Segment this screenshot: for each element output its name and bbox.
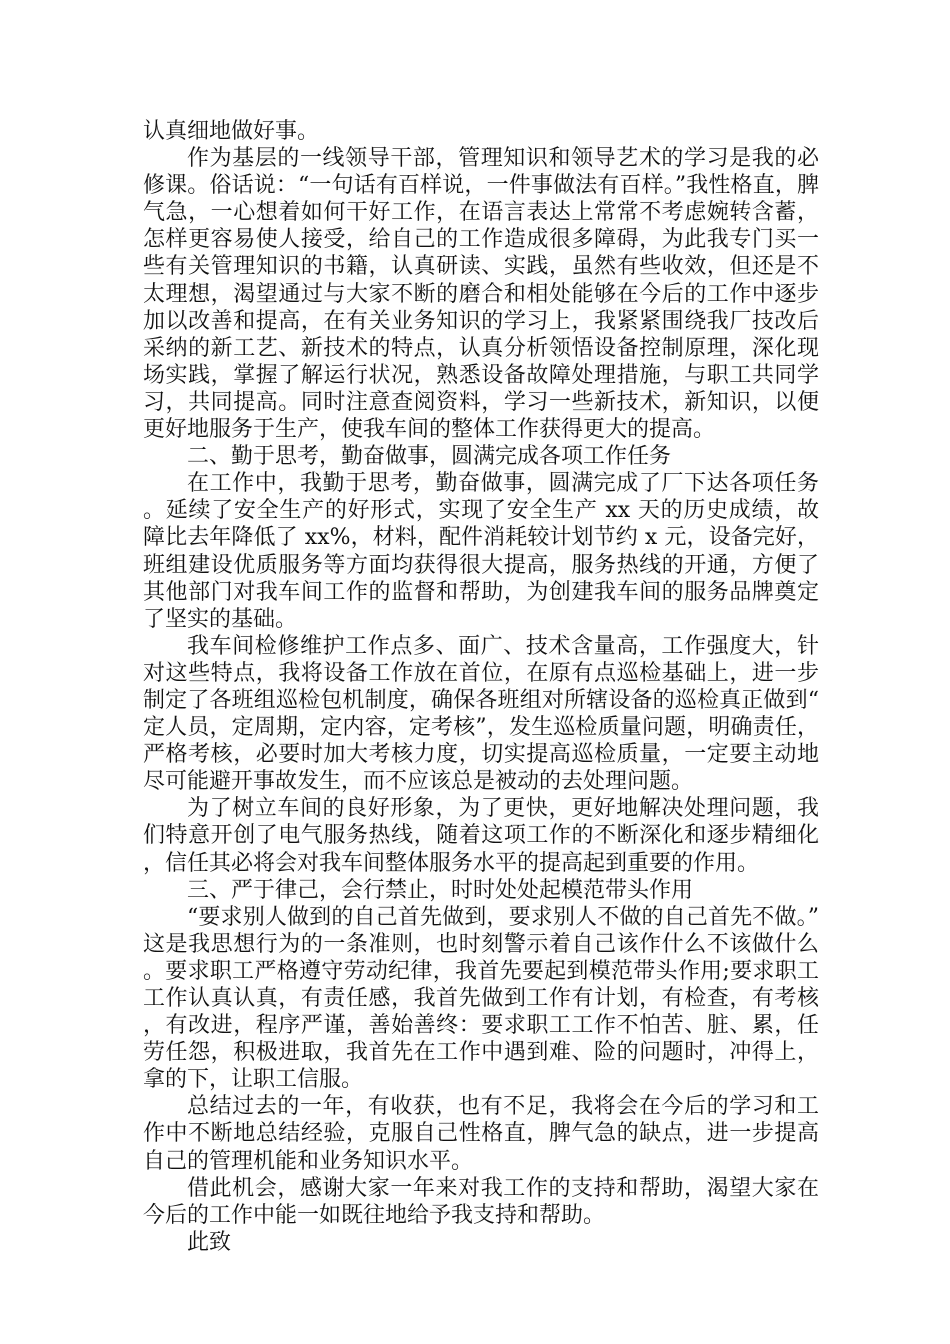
paragraph-self-discipline: “要求别人做到的自己首先做到，要求别人不做的自己首先不做。”这是我思想行为的一条准则，也时刻警示着自己该作什么不该做什么。要求职工严格遵守劳动纪律，我首先要起到模范带头作用;要求职工工作认真认真，有责任感，我首先做到工作有计划，有检查，有考核，有改进，程序严谨，善始善终：要求职工工作不怕苦、脏、累，任劳任怨，积极进取，我首先在工作中遇到难、险的问题时，冲得上，拿的下，让职工信服。 [143, 904, 819, 1093]
paragraph-inspection-system: 我车间检修维护工作点多、面广、技术含量高，工作强度大，针对这些特点，我将设备工作放在首位，在原有点巡检基础上，进一步制定了各班组巡检包机制度，确保各班组对所辖设备的巡检真正做到“定人员，定周期，定内容，定考核”，发生巡检质量问题，明确责任，严格考核，必要时加大考核力度，切实提高巡检质量，一定要主动地尽可能避开事故发生，而不应该总是被动的去处理问题。 [143, 633, 819, 795]
section-heading-three: 三、严于律己，会行禁止，时时处处起模范带头作用 [187, 877, 694, 903]
section-heading-two: 二、勤于思考，勤奋做事，圆满完成各项工作任务 [187, 444, 672, 470]
paragraph-service-hotline: 为了树立车间的良好形象，为了更快，更好地解决处理问题，我们特意开创了电气服务热线，随着这项工作的不断深化和逐步精细化，信任其必将会对我车间整体服务水平的提高起到重要的作用。 [143, 796, 819, 876]
paragraph-thanks: 借此机会，感谢大家一年来对我工作的支持和帮助，渴望大家在今后的工作中能一如既往地给予我支持和帮助。 [143, 1175, 819, 1228]
paragraph-task-completion: 在工作中，我勤于思考，勤奋做事，圆满完成了厂下达各项任务。延续了安全生产的好形式，实现了安全生产 xx 天的历史成绩，故障比去年降低了 xx%，材料，配件消耗较计划节约 x 元，设备完好，班组建设优质服务等方面均获得很大提高，服务热线的开通，方便了其他部门对我车间工作的监督和帮助，为创建我车间的服务品牌奠定了坚实的基础。 [143, 471, 819, 632]
paragraph-management-study: 作为基层的一线领导干部，管理知识和领导艺术的学习是我的必修课。俗话说：“一句话有百样说，一件事做法有百样。”我性格直，脾气急，一心想着如何干好工作，在语言表达上常常不考虑婉转含蓄，怎样更容易使人接受，给自己的工作造成很多障碍，为此我专门买一些有关管理知识的书籍，认真研读、实践，虽然有些收效，但还是不太理想，渴望通过与大家不断的磨合和相处能够在今后的工作中逐步加以改善和提高，在有关业务知识的学习上，我紧紧围绕我厂技改后采纳的新工艺、新技术的特点，认真分析领悟设备控制原理，深化现场实践，掌握了解运行状况，熟悉设备故障处理措施，与职工共同学习，共同提高。同时注意查阅资料，学习一些新技术，新知识，以便更好地服务于生产，使我车间的整体工作获得更大的提高。 [143, 146, 819, 443]
closing-salutation: 此致 [187, 1229, 232, 1255]
document-page [143, 118, 819, 1256]
paragraph-continuation: 认真细地做好事。 [143, 119, 320, 144]
paragraph-summary: 总结过去的一年，有收获，也有不足，我将会在今后的学习和工作中不断地总结经验，克服自己性格直，脾气急的缺点，进一步提高自己的管理机能和业务知识水平。 [143, 1094, 819, 1174]
